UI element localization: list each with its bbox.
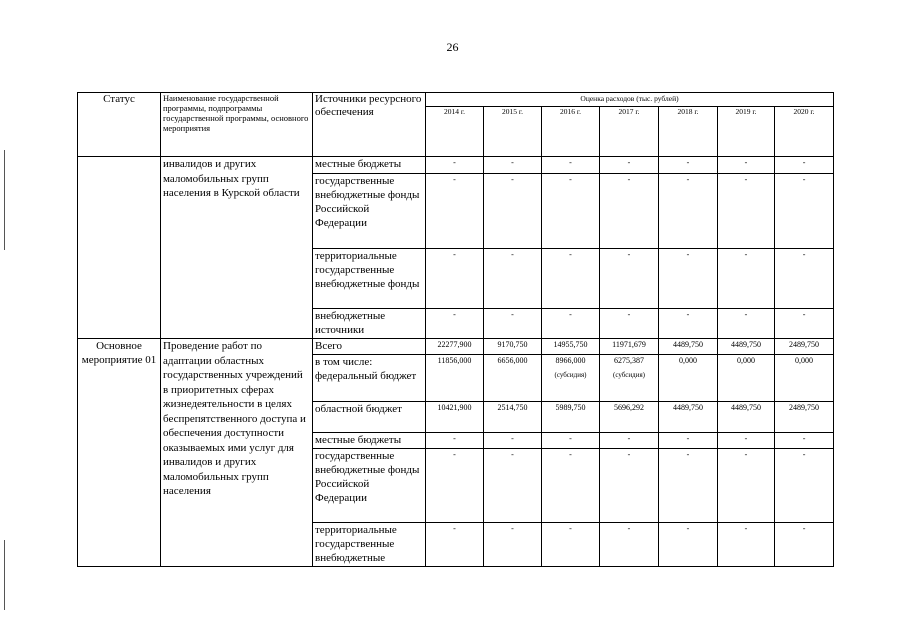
value-cell: - [775,174,834,249]
value-cell: - [775,309,834,339]
table-row [78,339,834,355]
value-cell: - [484,174,542,249]
value-cell: - [484,433,542,449]
value-cell [775,355,834,402]
value-cell: 14955,750 [542,339,600,355]
table-row [78,157,834,174]
status-cell: Основное мероприятие 01 [78,339,161,567]
value-cell: - [542,249,600,309]
value-cell: 4489,750 [718,339,775,355]
value-cell: - [426,449,484,523]
value-cell: - [542,433,600,449]
year-header: 2020 г. [775,107,834,157]
value-cell: - [484,523,542,567]
year-header: 2015 г. [484,107,542,157]
value-cell: - [718,249,775,309]
value-cell: - [659,449,718,523]
value-cell: 2489,750 [775,339,834,355]
name-header: Наименование государственной программы, подпрограммы государственной программы, основного мероприятия [161,93,313,157]
value-text: 6656,000 [497,356,528,365]
value-cell [542,355,600,402]
value-cell: - [659,309,718,339]
value-cell: - [426,157,484,174]
status-cell [78,157,161,339]
source-cell: территориальные государственные внебюджетные фонды [313,249,426,309]
source-cell: Всего [313,339,426,355]
value-cell: 5696,292 [600,402,659,433]
value-text: 0,000 [795,356,814,365]
status-header: Статус [78,93,161,157]
value-cell: 2514,750 [484,402,542,433]
value-cell: 4489,750 [659,339,718,355]
header-row [78,93,834,107]
value-cell: - [775,523,834,567]
value-cell: - [600,433,659,449]
margin-rule [4,150,5,250]
source-cell: территориальные государственные внебюджетные [313,523,426,567]
value-cell: - [718,157,775,174]
value-cell: - [718,523,775,567]
value-cell: - [542,523,600,567]
year-header: 2019 г. [718,107,775,157]
value-cell: - [600,449,659,523]
source-cell: внебюджетные источники [313,309,426,339]
source-cell: местные бюджеты [313,157,426,174]
value-cell: - [775,433,834,449]
value-cell: - [659,249,718,309]
value-cell: - [484,249,542,309]
value-text: 0,000 [679,356,697,365]
value-cell: - [484,449,542,523]
year-header: 2017 г. [600,107,659,157]
value-cell: - [426,174,484,249]
value-cell: - [718,309,775,339]
value-text: 8966,000 [555,356,586,365]
value-cell [426,355,484,402]
value-text: 0,000 [737,356,755,365]
value-cell: - [542,449,600,523]
value-cell: - [426,249,484,309]
value-cell: - [775,249,834,309]
value-cell: - [659,157,718,174]
value-cell: - [775,449,834,523]
value-cell: - [542,309,600,339]
value-cell: - [718,433,775,449]
value-cell: 10421,900 [426,402,484,433]
value-cell: - [659,174,718,249]
year-header: 2018 г. [659,107,718,157]
value-cell: - [426,309,484,339]
value-cell: 2489,750 [775,402,834,433]
expenses-header: Оценка расходов (тыс. рублей) [426,93,834,107]
event-name-cell: Проведение работ по адаптации областных государственных учреждений в приоритетных сферах жизнедеятельности в целях беспрепятственного доступа и обеспечения доступности оказываемых ими услуг для инвалидов и других маломобильных групп населения [161,339,313,567]
value-cell: - [600,523,659,567]
value-cell: - [600,157,659,174]
value-cell: 11971,679 [600,339,659,355]
source-cell: местные бюджеты [313,433,426,449]
value-cell: - [484,157,542,174]
value-cell: - [542,157,600,174]
value-cell: 9170,750 [484,339,542,355]
value-note: (субсидия) [554,371,587,379]
value-cell: - [542,174,600,249]
value-cell: - [659,523,718,567]
value-cell: - [718,449,775,523]
value-cell [718,355,775,402]
value-cell: - [426,523,484,567]
program-name-cell: инвалидов и других маломобильных групп населения в Курской области [161,157,313,339]
value-note: (субсидия) [612,371,646,379]
value-cell: 4489,750 [659,402,718,433]
source-cell: в том числе: федеральный бюджет [313,355,426,402]
value-cell: - [718,174,775,249]
value-cell: - [426,433,484,449]
page-number: 26 [446,40,459,54]
value-cell: - [600,309,659,339]
value-cell [600,355,659,402]
value-text: 11856,000 [437,356,472,365]
margin-rule [4,540,5,610]
year-header: 2014 г. [426,107,484,157]
value-text: 6275,387 [614,356,644,365]
source-cell: областной бюджет [313,402,426,433]
value-cell: - [600,249,659,309]
value-cell: 5989,750 [542,402,600,433]
value-cell [484,355,542,402]
value-cell: - [600,174,659,249]
sources-header: Источники ресурсного обеспечения [313,93,426,157]
year-header: 2016 г. [542,107,600,157]
budget-table [77,92,834,567]
source-cell: государственные внебюджетные фонды Российской Федерации [313,449,426,523]
source-cell: государственные внебюджетные фонды Российской Федерации [313,174,426,249]
value-cell: - [659,433,718,449]
value-cell: - [775,157,834,174]
value-cell [659,355,718,402]
value-cell: 4489,750 [718,402,775,433]
value-cell: - [484,309,542,339]
value-cell: 22277,900 [426,339,484,355]
